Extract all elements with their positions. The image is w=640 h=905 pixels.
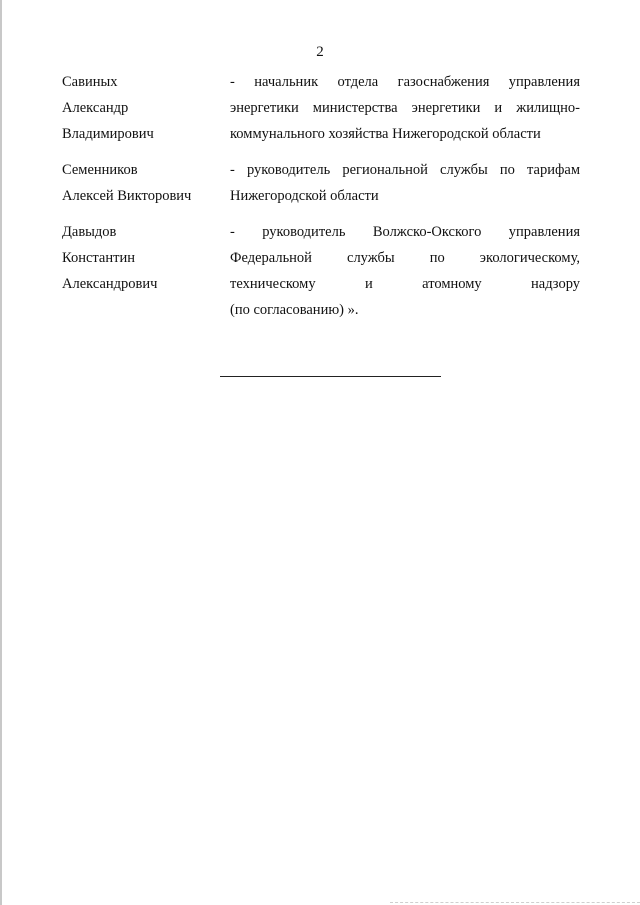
member-entry (62, 157, 580, 209)
page-number: 2 (316, 44, 324, 60)
member-name-line: Владимирович (62, 126, 154, 142)
member-role-line: - руководитель региональной службы по тарифам (230, 162, 580, 178)
member-name (62, 157, 230, 209)
member-role-line: техническому и атомному надзору (230, 276, 580, 292)
member-name-line: Семенников (62, 162, 138, 178)
member-role-line: коммунального хозяйства Нижегородской области (230, 126, 541, 142)
member-name-line: Александрович (62, 276, 158, 292)
member-role-line: Федеральной службы по экологическому, (230, 250, 580, 266)
member-role (230, 157, 580, 209)
scan-left-edge (0, 0, 2, 905)
end-of-list-rule (220, 376, 441, 377)
member-name-line: Савиных (62, 74, 118, 90)
member-name-line: Алексей Викторович (62, 188, 192, 204)
member-name (62, 69, 230, 147)
member-role-line: энергетики министерства энергетики и жилищно- (230, 100, 580, 116)
scan-bottom-edge (390, 902, 640, 903)
member-list (62, 69, 580, 333)
member-name-line: Александр (62, 100, 129, 116)
member-role-line: (по согласованию) ». (230, 302, 359, 318)
member-role (230, 219, 580, 323)
member-entry (62, 69, 580, 147)
member-name (62, 219, 230, 323)
member-role (230, 69, 580, 147)
member-role-line: - начальник отдела газоснабжения управления (230, 74, 580, 90)
member-role-line: - руководитель Волжско-Окского управления (230, 224, 580, 240)
member-role-line: Нижегородской области (230, 188, 379, 204)
member-name-line: Константин (62, 250, 135, 266)
member-name-line: Давыдов (62, 224, 117, 240)
member-entry (62, 219, 580, 323)
